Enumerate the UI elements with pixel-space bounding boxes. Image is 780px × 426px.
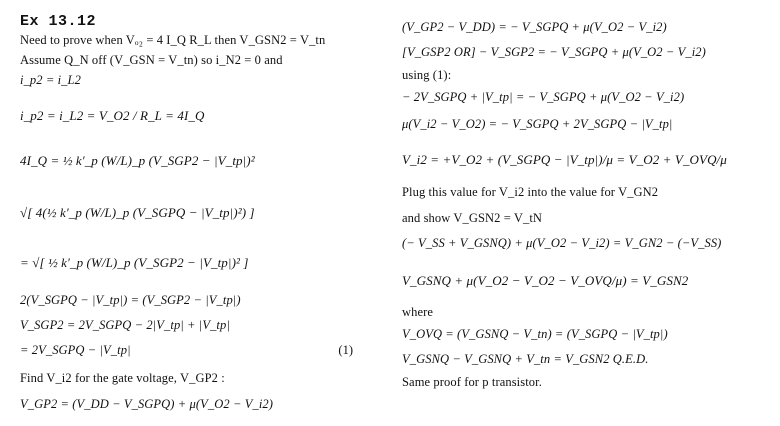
left-line-12: V_GP2 = (V_DD − V_SGPQ) + μ(V_O2 − V_i2): [20, 397, 273, 411]
right-line-7: Plug this value for V_i2 into the value for V_GN2: [402, 185, 659, 199]
right-line-12: V_OVQ = (V_GSNQ − V_tn) = (V_SGPQ − |V_tp|): [402, 327, 668, 341]
right-line-1: (V_GP2 − V_DD) = − V_SGPQ + μ(V_O2 − V_i2): [402, 20, 667, 34]
right-line-3: using (1):: [402, 68, 452, 82]
right-line-6: V_i2 = +V_O2 + (V_SGPQ − |V_tp|)/μ = V_O2 + V_OVQ/μ: [402, 152, 727, 167]
right-line-5: μ(V_i2 − V_O2) = − V_SGPQ + 2V_SGPQ − |V_tp|: [402, 117, 673, 131]
example-title: Ex 13.12: [20, 13, 97, 30]
right-line-10: V_GSNQ + μ(V_O2 − V_O2 − V_OVQ/μ) = V_GSN2: [402, 273, 689, 288]
right-line-8: and show V_GSN2 = V_tN: [402, 211, 543, 225]
right-line-13: V_GSNQ − V_GSNQ + V_tn = V_GSN2 Q.E.D.: [402, 352, 649, 366]
left-line-2: Assume Q_N off (V_GSN = V_tn) so i_N2 = 0 and: [20, 53, 283, 67]
left-line-6: √[ 4(½ k′_p (W/L)_p (V_SGPQ − |V_tp|)²) ]: [20, 205, 255, 220]
right-line-14: Same proof for p transistor.: [402, 375, 542, 389]
right-line-9: (− V_SS + V_GSNQ) + μ(V_O2 − V_i2) = V_GN2 − (−V_SS): [402, 236, 722, 250]
right-line-2: [V_GSP2 OR] − V_SGP2 = − V_SGPQ + μ(V_O2 − V_i2): [402, 45, 706, 59]
left-line-7: = √[ ½ k′_p (W/L)_p (V_SGP2 − |V_tp|)² ]: [20, 255, 249, 270]
left-line-1: Need to prove when Vₒ₂ = 4 I_Q R_L then V_GSN2 = V_tn: [20, 33, 326, 47]
left-line-11: Find V_i2 for the gate voltage, V_GP2 :: [20, 371, 225, 385]
left-line-4: i_p2 = i_L2 = V_O2 / R_L = 4I_Q: [20, 108, 205, 123]
left-line-10: = 2V_SGPQ − |V_tp|: [20, 343, 131, 357]
left-line-9: V_SGP2 = 2V_SGPQ − 2|V_tp| + |V_tp|: [20, 318, 230, 332]
right-line-11: where: [402, 305, 434, 319]
left-line-3: i_p2 = i_L2: [20, 73, 81, 87]
right-line-4: − 2V_SGPQ + |V_tp| = − V_SGPQ + μ(V_O2 − V_i2): [402, 90, 685, 104]
left-line-5: 4I_Q = ½ k′_p (W/L)_p (V_SGP2 − |V_tp|)²: [20, 153, 255, 168]
left-line-8: 2(V_SGPQ − |V_tp|) = (V_SGP2 − |V_tp|): [20, 293, 241, 307]
equation-number: (1): [338, 343, 353, 357]
